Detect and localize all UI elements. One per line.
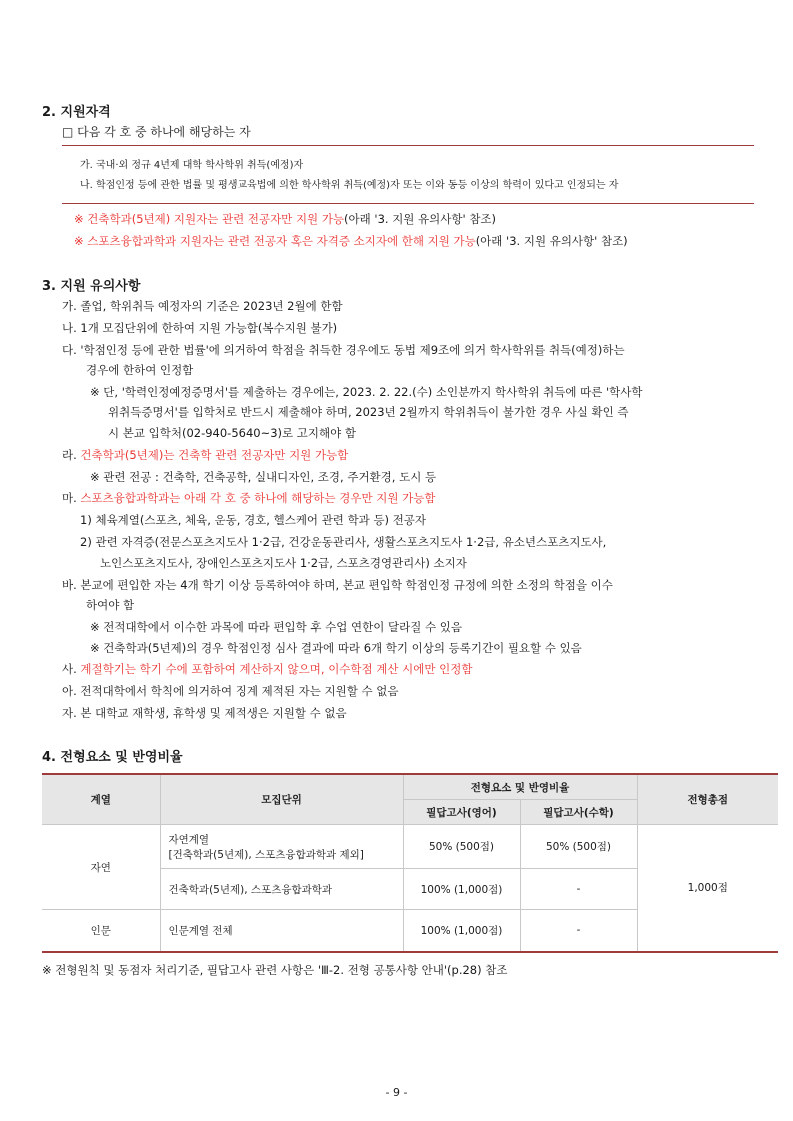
qualification-item-na: 나. 학점인정 등에 관한 법률 및 평생교육법에 의한 학사학위 취득(예정)자 또는 이와 동등 이상의 학력이 있다고 인정되는 자 <box>80 180 619 191</box>
header-math: 필답고사(수학) <box>520 800 637 825</box>
caution-ra <box>62 447 348 463</box>
caution-ba-note1: ※ 전적대학에서 이수한 과목에 따라 편입학 후 수업 연한이 달라질 수 있음 <box>90 620 463 634</box>
caution-sa <box>62 661 472 677</box>
cell-humanities-math: - <box>520 910 637 952</box>
note-architecture-red: ※ 건축학과(5년제) 지원자는 관련 전공자만 지원 가능 <box>74 212 345 226</box>
caution-ma <box>62 490 435 506</box>
cell-natural-english: 50% (500점) <box>403 825 520 869</box>
cell-arch-sports-math: - <box>520 869 637 910</box>
caution-ma-red: 스포츠융합과학과는 아래 각 호 중 하나에 해당하는 경우만 지원 가능함 <box>80 491 436 505</box>
section-3-title: 3. 지원 유의사항 <box>42 279 141 294</box>
section-2-bottom-rule <box>62 203 754 204</box>
note-architecture-ref: (아래 '3. 지원 유의사항' 참조) <box>344 212 497 226</box>
page-number: - 9 - <box>385 1086 408 1099</box>
caution-da-note-line1: ※ 단, '학력인정예정증명서'를 제출하는 경우에는, 2023. 2. 22.(수) 소인분까지 학사학위 취득에 따른 '학사학 <box>90 385 643 399</box>
caution-da-note-line2: 위취득증명서'를 입학처로 반드시 제출해야 하며, 2023년 2월까지 학위취득이 불가한 경우 사실 확인 즉 <box>108 405 629 419</box>
caution-ra-red: 건축학과(5년제)는 건축학 관련 전공자만 지원 가능함 <box>80 448 349 462</box>
note-sports-ref: (아래 '3. 지원 유의사항' 참조) <box>475 234 628 248</box>
cell-arch-sports-english: 100% (1,000점) <box>403 869 520 910</box>
caution-ga: 가. 졸업, 학위취득 예정자의 기준은 2023년 2월에 한함 <box>62 299 343 313</box>
header-track: 계열 <box>42 774 160 825</box>
caution-ma-prefix: 마. <box>62 491 81 505</box>
caution-ba-note2: ※ 건축학과(5년제)의 경우 학점인정 심사 결과에 따라 6개 학기 이상의 등록기간이 필요할 수 있음 <box>90 641 582 655</box>
caution-sa-prefix: 사. <box>62 662 81 676</box>
caution-da-line1: 다. '학점인정 등에 관한 법률'에 의거하여 학점을 취득한 경우에도 동법 제9조에 의거 학사학위를 취득(예정)하는 <box>62 343 625 357</box>
cell-humanities-english: 100% (1,000점) <box>403 910 520 952</box>
cell-natural-math: 50% (500점) <box>520 825 637 869</box>
section-2-top-rule <box>62 145 754 146</box>
header-english: 필답고사(영어) <box>403 800 520 825</box>
caution-sa-red: 계절학기는 학기 수에 포함하여 계산하지 않으며, 이수학점 계산 시에만 인정함 <box>80 662 473 676</box>
qualification-note-architecture <box>74 211 496 227</box>
cell-unit-natural <box>160 825 403 869</box>
caution-ba-line2: 하여야 함 <box>86 598 135 612</box>
caution-ba-line1: 바. 본교에 편입한 자는 4개 학기 이상 등록하여야 하며, 본교 편입학 학점인정 규정에 의한 소정의 학점을 이수 <box>62 578 613 592</box>
cell-track-natural: 자연 <box>42 825 160 910</box>
table-row <box>42 825 778 869</box>
caution-da-line2: 경우에 한하여 인정함 <box>86 363 194 377</box>
qualification-note-sports <box>74 233 628 249</box>
caution-ma-2-line2: 노인스포츠지도사, 장애인스포츠지도사 1·2급, 스포츠경영관리사) 소지자 <box>100 556 467 570</box>
caution-ra-prefix: 라. <box>62 448 81 462</box>
caution-ma-2-line1: 2) 관련 자격증(전문스포츠지도사 1·2급, 건강운동관리사, 생활스포츠지도사 1·2급, 유소년스포츠지도사, <box>80 535 607 549</box>
section-4-title: 4. 전형요소 및 반영비율 <box>42 750 183 765</box>
cell-unit-arch-sports: 건축학과(5년제), 스포츠융합과학과 <box>160 869 403 910</box>
note-sports-red: ※ 스포츠융합과학과 지원자는 관련 전공자 혹은 자격증 소지자에 한해 지원 가능 <box>74 234 476 248</box>
header-total: 전형총점 <box>637 774 778 825</box>
caution-ra-note: ※ 관련 전공 : 건축학, 건축공학, 실내디자인, 조경, 주거환경, 도시 등 <box>90 470 437 484</box>
cell-track-humanities: 인문 <box>42 910 160 952</box>
selection-ratio-table <box>42 773 778 953</box>
qualification-item-ga: 가. 국내·외 정규 4년제 대학 학사학위 취득(예정)자 <box>80 160 304 171</box>
cell-total-score: 1,000점 <box>637 825 778 952</box>
section-2-box-line: □ 다음 각 호 중 하나에 해당하는 자 <box>62 125 251 139</box>
caution-a: 아. 전적대학에서 학칙에 의거하여 징계 제적된 자는 지원할 수 없음 <box>62 684 399 698</box>
table-header-row-1 <box>42 774 778 800</box>
caution-da-note-line3: 시 본교 입학처(02-940-5640~3)로 고지해야 함 <box>108 426 357 440</box>
caution-ma-1: 1) 체육계열(스포츠, 체육, 운동, 경호, 헬스케어 관련 학과 등) 전공자 <box>80 513 427 527</box>
header-group: 전형요소 및 반영비율 <box>403 774 637 800</box>
header-unit: 모집단위 <box>160 774 403 825</box>
section-2-title: 2. 지원자격 <box>42 105 111 120</box>
section-4-note: ※ 전형원칙 및 동점자 처리기준, 필답고사 관련 사항은 'Ⅲ-2. 전형 공통사항 안내'(p.28) 참조 <box>42 963 508 977</box>
caution-ja: 자. 본 대학교 재학생, 휴학생 및 제적생은 지원할 수 없음 <box>62 706 347 720</box>
cell-unit-natural-line1: 자연계열 <box>168 833 210 846</box>
cell-unit-humanities: 인문계열 전체 <box>160 910 403 952</box>
caution-na: 나. 1개 모집단위에 한하여 지원 가능함(복수지원 불가) <box>62 321 338 335</box>
cell-unit-natural-line2: [건축학과(5년제), 스포츠융합과학과 제외] <box>168 848 364 861</box>
